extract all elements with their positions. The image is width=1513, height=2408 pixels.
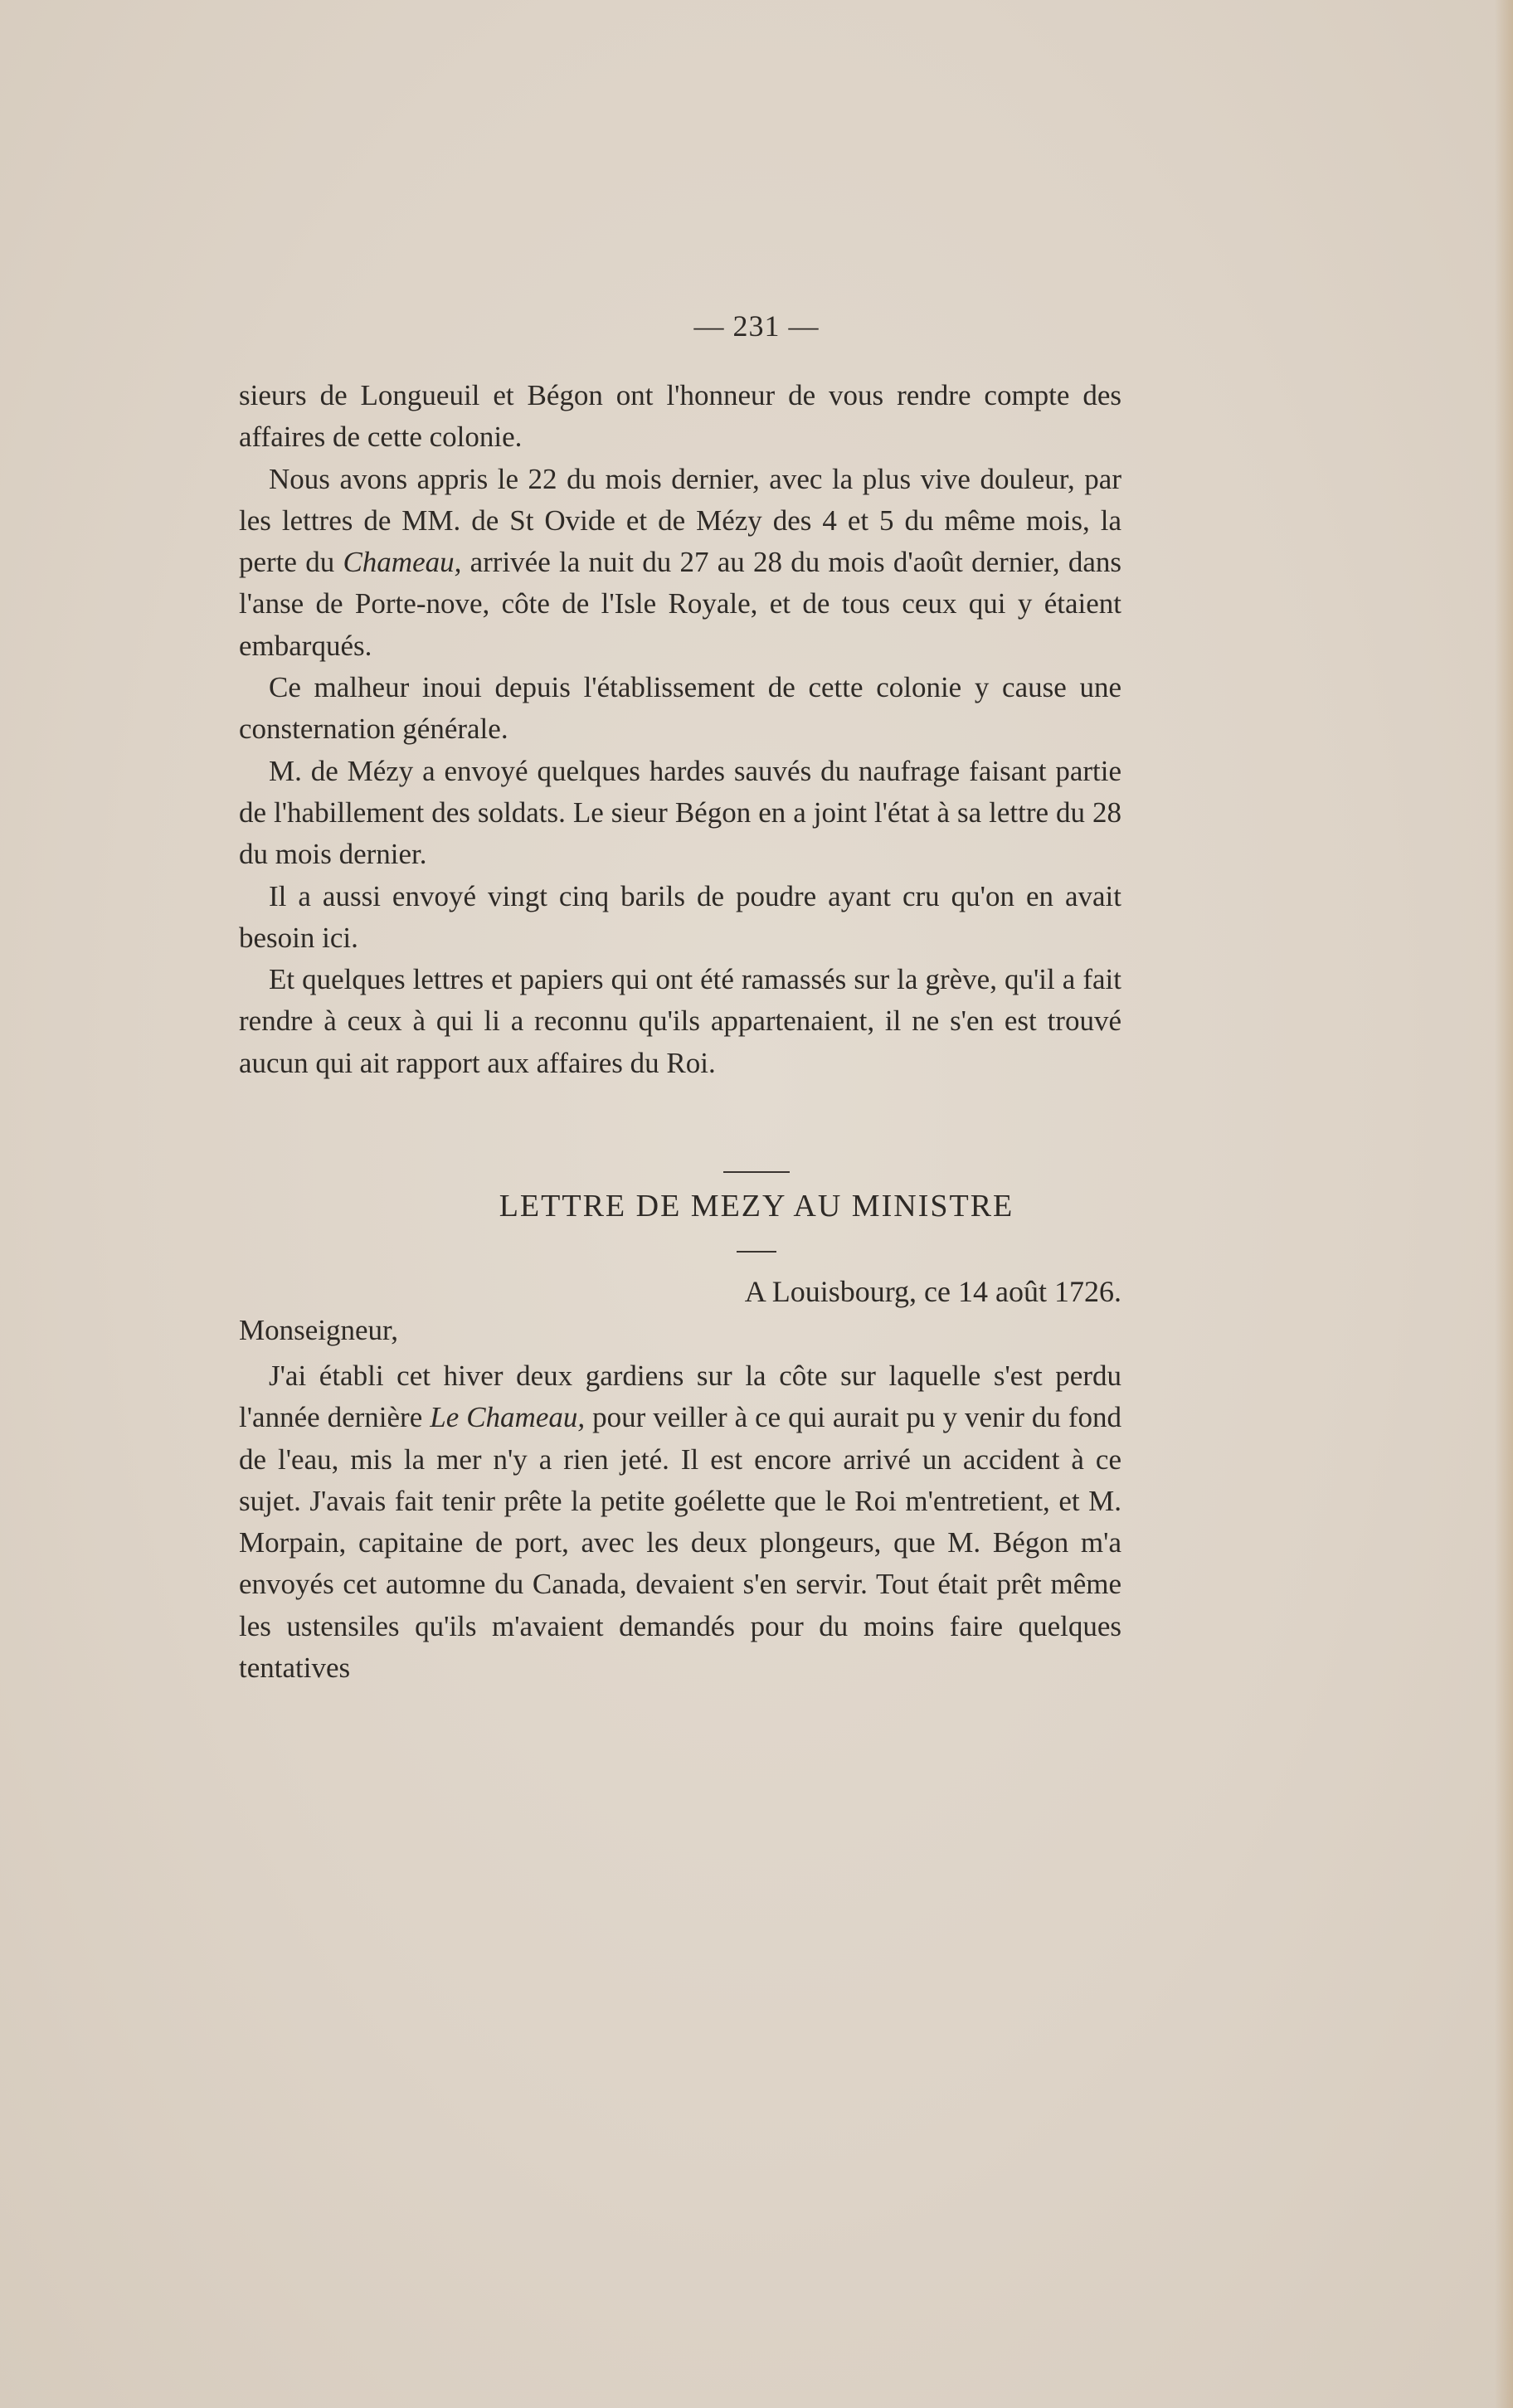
paragraph-continuation: sieurs de Longueuil et Bégon ont l'honneur de vous rendre compte des affaires de cette colonie. — [239, 379, 1121, 454]
paragraph-letter: J'ai établi cet hiver deux gardiens sur la côte sur laquelle s'est perdu l'année dernière Le Chameau, pour veiller à ce qui aurait pu y venir du fond de l'eau, mis la mer n'y a rien jeté. Il est encore arrivé un accident à ce sujet. J'avais fait tenir prête la petite goélette que le Roi m'entretient, et M. Morpain, capitaine de port, avec les deux plongeurs, que M. Bégon m'a envoyés cet automne du Canada, devaient s'en servir. Tout était prêt même les ustensiles qu'ils m'avaient demandés pour du moins faire quelques tentatives — [239, 1360, 1122, 1685]
paragraph-poudre: Il a aussi envoyé vingt cinq barils de poudre ayant cru qu'on en avait besoin ici. — [239, 879, 1121, 954]
salutation: Monseigneur, — [239, 1314, 399, 1346]
body-text-top — [239, 375, 1121, 1084]
paragraph-chameau-loss: Nous avons appris le 22 du mois dernier, avec la plus vive douleur, par les lettres de MM. de St Ovide et de Mézy des 4 et 5 du même mois, la perte du Chameau, arrivée la nuit du 27 au 28 du mois d'août dernier, dans l'anse de Porte-nove, côte de l'Isle Royale, et de tous ceux qui y étaient embarqués. — [239, 462, 1121, 662]
paragraph-hardes: M. de Mézy a envoyé quelques hardes sauvés du naufrage faisant partie de l'habillement des soldats. Le sieur Bégon en a joint l'état à sa lettre du 28 du mois dernier. — [239, 754, 1121, 871]
section-heading: LETTRE DE MEZY AU MINISTRE — [499, 1189, 1014, 1223]
section-rule-bottom — [737, 1251, 776, 1253]
body-text-letter — [239, 1355, 1121, 1689]
page-number: — 231 — — [693, 309, 820, 343]
paragraph-consternation: Ce malheur inoui depuis l'établissement de cette colonie y cause une consternation générale. — [239, 671, 1121, 746]
dateline: A Louisbourg, ce 14 août 1726. — [744, 1275, 1121, 1308]
paragraph-papiers: Et quelques lettres et papiers qui ont été ramassés sur la grève, qu'il a fait rendre à ceux à qui li a reconnu qu'ils appartenaient, il ne s'en est trouvé aucun qui ait rapport aux affaires du Roi. — [239, 963, 1121, 1079]
section-rule-top — [723, 1171, 790, 1173]
